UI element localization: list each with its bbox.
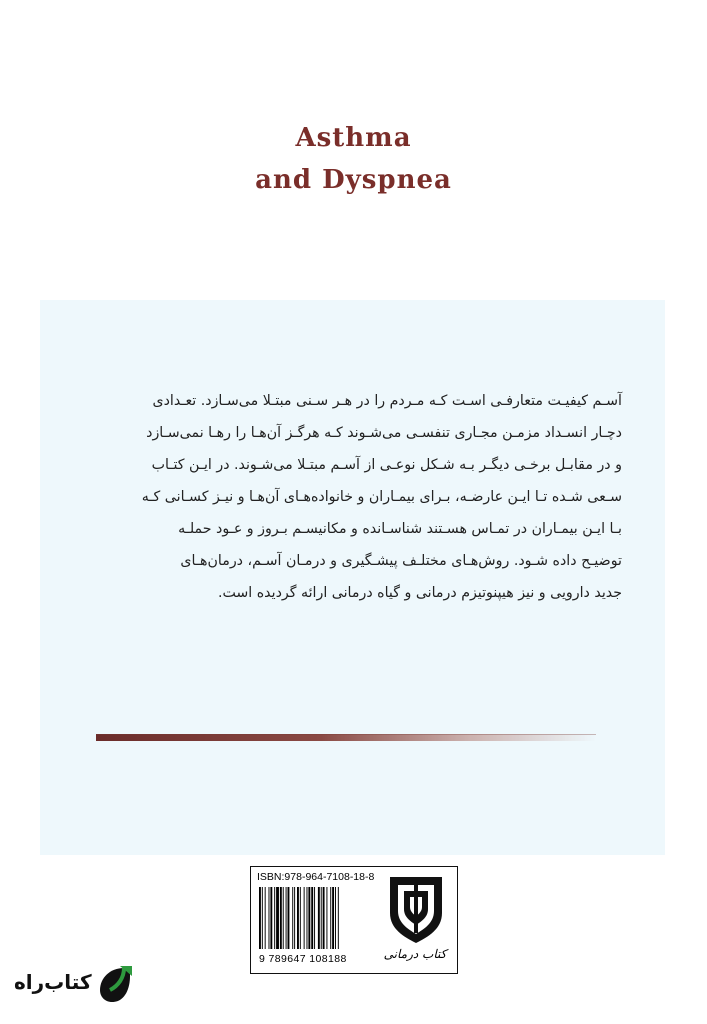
description-line: توضیـح داده شـود. روش‌هـای مختلـف پیشـگیری و درمـان آسـم، درمان‌هـای — [180, 553, 622, 569]
book-title-line2: and Dyspnea — [255, 165, 452, 195]
description-line: بـا ایـن بیمـاران در تمـاس هسـتند شناسـانده و مکانیسـم بـروز و عـود حملـه — [178, 521, 622, 537]
book-title-line1: Asthma — [295, 123, 412, 153]
description-line: سـعی شـده تـا ایـن عارضـه، بـرای بیمـاران و خانواده‌هـای آن‌هـا و نیـز کسـانی کـه — [141, 489, 622, 505]
book-description — [92, 385, 622, 609]
description-line: جدید دارویی و نیز هیپنوتیزم درمانی و گیاه درمانی ارائه گردیده است. — [217, 585, 622, 601]
isbn-digits: 9 789647 108188 — [259, 953, 347, 965]
isbn-label: ISBN:978-964-7108-18-8 — [257, 871, 375, 883]
isbn-block — [250, 866, 458, 974]
description-line: دچـار انسـداد مزمـن مجـاری تنفسـی می‌شـوند کـه هرگـز آن‌هـا را رهـا نمی‌سـازد — [146, 425, 622, 441]
decorative-divider — [96, 734, 596, 741]
watermark — [12, 962, 132, 1006]
publisher-logo-icon — [384, 873, 448, 947]
publisher-name: کتاب درمانی — [383, 947, 447, 961]
barcode-icon — [257, 887, 377, 951]
description-line: آسـم کیفیـت متعارفـی اسـت کـه مـردم را در هـر سـنی مبتـلا می‌سـازد. تعـدادی — [152, 393, 622, 409]
leaf-logo-icon — [94, 964, 134, 1004]
watermark-text: کتاب‌راه — [14, 970, 92, 994]
description-line: و در مقابـل برخـی دیگـر بـه شـکل نوعـی از آسـم مبتـلا می‌شـوند. در ایـن کتـاب — [151, 457, 622, 473]
